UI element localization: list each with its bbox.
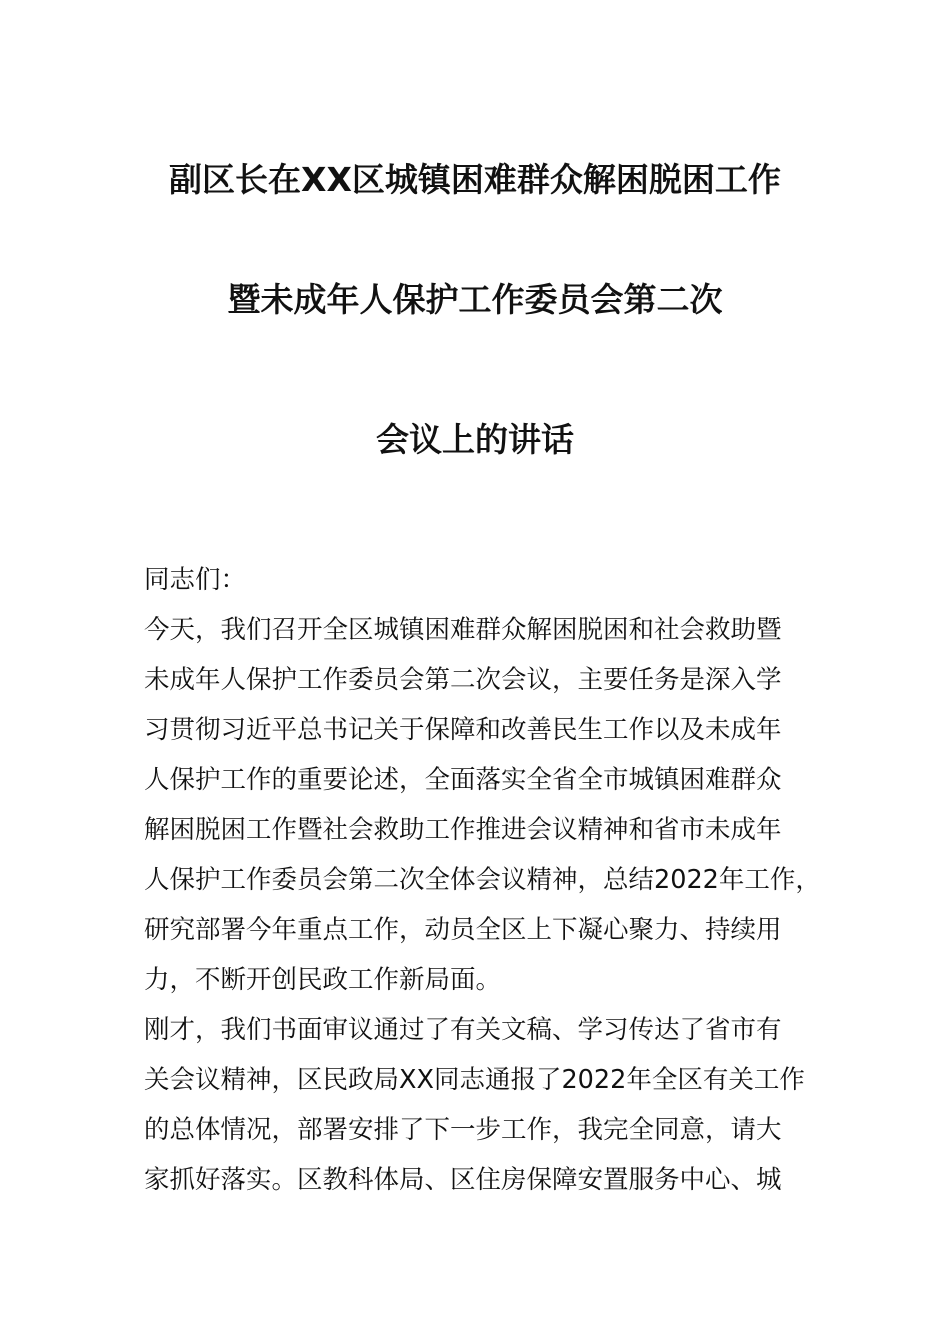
- title-line-3: 会议上的讲话: [376, 420, 574, 459]
- salutation: 同志们：: [144, 565, 247, 595]
- title-line-2: 暨未成年人保护工作委员会第二次: [227, 280, 723, 319]
- body-line: 人保护工作委员会第二次全体会议精神，总结2022年工作，: [144, 865, 821, 895]
- body-line: 家抓好落实。区教科体局、区住房保障安置服务中心、城: [144, 1165, 782, 1195]
- body-line: 研究部署今年重点工作，动员全区上下凝心聚力、持续用: [144, 915, 782, 945]
- body-line: 未成年人保护工作委员会第二次会议，主要任务是深入学: [144, 665, 782, 695]
- body-line: 关会议精神，区民政局XX同志通报了2022年全区有关工作: [144, 1065, 805, 1095]
- title-line-1: 副区长在XX区城镇困难群众解困脱困工作: [169, 160, 781, 199]
- body-line: 的总体情况，部署安排了下一步工作，我完全同意，请大: [144, 1115, 782, 1145]
- body-line: 习贯彻习近平总书记关于保障和改善民生工作以及未成年: [144, 715, 782, 745]
- body-line: 刚才，我们书面审议通过了有关文稿、学习传达了省市有: [144, 1015, 782, 1045]
- body-line: 力，不断开创民政工作新局面。: [144, 965, 502, 995]
- body-line: 解困脱困工作暨社会救助工作推进会议精神和省市未成年: [144, 815, 782, 845]
- body-line: 今天，我们召开全区城镇困难群众解困脱困和社会救助暨: [144, 615, 782, 645]
- body-line: 人保护工作的重要论述，全面落实全省全市城镇困难群众: [144, 765, 782, 795]
